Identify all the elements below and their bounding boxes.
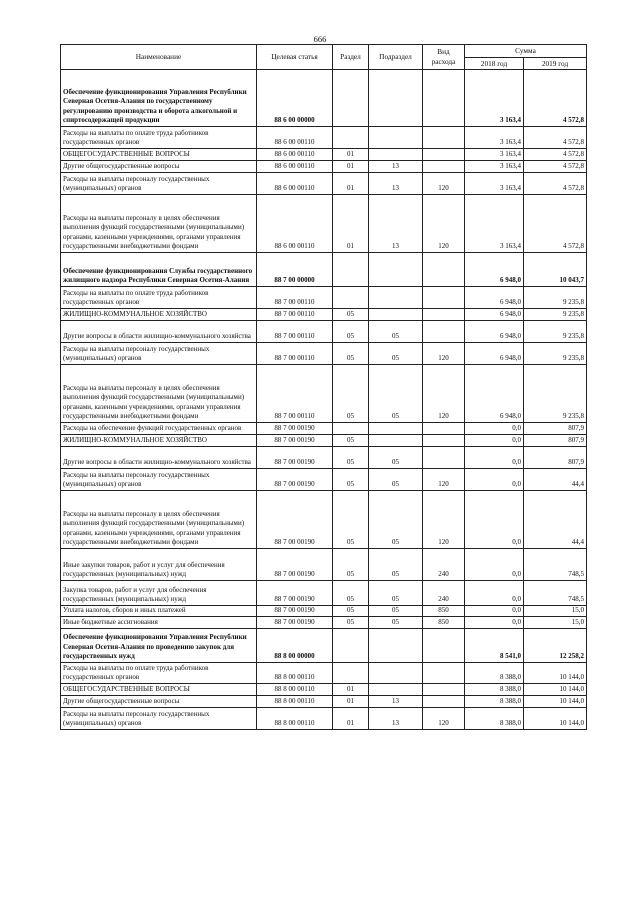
- row-subsection: 05: [369, 549, 423, 581]
- table-row: [61, 127, 587, 149]
- row-name: Расходы на выплаты персоналу в целях обеспечения выполнения функций государственными (муниципальными) органами, казенными учреждениями, органами управления государственными внебюджетными фондами: [61, 365, 257, 423]
- row-section: 05: [333, 343, 369, 365]
- row-sum-2019: 15,0: [524, 606, 587, 617]
- row-sum-2018: 8 388,0: [465, 696, 524, 708]
- row-target: 88 6 00 00110: [257, 173, 333, 195]
- row-sum-2018: 0,0: [465, 491, 524, 549]
- row-subsection: 05: [369, 491, 423, 549]
- row-kind: [423, 447, 465, 469]
- row-kind: [423, 696, 465, 708]
- row-name: Расходы на выплаты по оплате труда работников государственных органов: [61, 287, 257, 309]
- row-subsection: 13: [369, 173, 423, 195]
- row-sum-2018: 0,0: [465, 549, 524, 581]
- row-name: Расходы на выплаты персоналу государственных (муниципальных) органов: [61, 708, 257, 730]
- row-target: 88 7 00 00190: [257, 423, 333, 435]
- row-sum-2018: 3 163,4: [465, 195, 524, 253]
- row-subsection: 05: [369, 343, 423, 365]
- row-sum-2019: 12 258,2: [524, 629, 587, 663]
- row-kind: [423, 70, 465, 127]
- row-kind: [423, 309, 465, 321]
- page-number: 666: [313, 34, 327, 44]
- budget-table: [60, 44, 587, 730]
- row-sum-2019: 10 144,0: [524, 663, 587, 684]
- row-kind: [423, 149, 465, 161]
- row-kind: 120: [423, 708, 465, 730]
- row-name: Расходы на выплаты персоналу государственных (муниципальных) органов: [61, 343, 257, 365]
- row-sum-2018: 6 948,0: [465, 343, 524, 365]
- row-subsection: 05: [369, 321, 423, 343]
- row-sum-2019: 10 144,0: [524, 708, 587, 730]
- row-name: Обеспечение функционирования Службы государственного жилищного надзора Республики Северная Осетия-Алания: [61, 253, 257, 287]
- row-sum-2018: 0,0: [465, 606, 524, 617]
- row-name: ЖИЛИЩНО-КОММУНАЛЬНОЕ ХОЗЯЙСТВО: [61, 309, 257, 321]
- row-subsection: 05: [369, 581, 423, 606]
- row-sum-2018: 0,0: [465, 469, 524, 491]
- row-target: 88 7 00 00000: [257, 253, 333, 287]
- row-sum-2018: 8 541,0: [465, 629, 524, 663]
- row-name: Расходы на выплаты персоналу государственных (муниципальных) органов: [61, 173, 257, 195]
- table-row: [61, 663, 587, 684]
- row-subsection: [369, 663, 423, 684]
- row-sum-2018: 3 163,4: [465, 149, 524, 161]
- table-row: [61, 173, 587, 195]
- row-sum-2019: 4 572,8: [524, 161, 587, 173]
- row-subsection: 13: [369, 696, 423, 708]
- header-target: Целевая статья: [257, 45, 333, 70]
- row-kind: [423, 423, 465, 435]
- row-target: 88 7 00 00190: [257, 581, 333, 606]
- row-target: 88 7 00 00190: [257, 469, 333, 491]
- row-subsection: [369, 684, 423, 696]
- table-row: [61, 149, 587, 161]
- row-section: [333, 253, 369, 287]
- row-name: Другие общегосударственные вопросы: [61, 161, 257, 173]
- row-section: 01: [333, 684, 369, 696]
- row-kind: [423, 684, 465, 696]
- row-kind: 120: [423, 365, 465, 423]
- table-row: [61, 161, 587, 173]
- row-section: [333, 70, 369, 127]
- row-section: [333, 629, 369, 663]
- row-target: 88 7 00 00190: [257, 435, 333, 447]
- row-subsection: 05: [369, 617, 423, 629]
- row-sum-2019: 4 572,8: [524, 70, 587, 127]
- row-kind: 120: [423, 195, 465, 253]
- header-name: Наименование: [61, 45, 257, 70]
- row-target: 88 6 00 00000: [257, 70, 333, 127]
- row-target: 88 8 00 00110: [257, 708, 333, 730]
- table-row: [61, 287, 587, 309]
- table-row: [61, 343, 587, 365]
- row-section: [333, 663, 369, 684]
- row-subsection: [369, 423, 423, 435]
- row-subsection: [369, 287, 423, 309]
- row-target: 88 7 00 00190: [257, 549, 333, 581]
- header-kind: Вид расхода: [423, 45, 465, 70]
- row-target: 88 8 00 00110: [257, 663, 333, 684]
- row-target: 88 6 00 00110: [257, 195, 333, 253]
- row-sum-2019: 9 235,8: [524, 343, 587, 365]
- row-name: ОБЩЕГОСУДАРСТВЕННЫЕ ВОПРОСЫ: [61, 684, 257, 696]
- row-target: 88 6 00 00110: [257, 127, 333, 149]
- table-row: [61, 708, 587, 730]
- row-section: 05: [333, 365, 369, 423]
- row-sum-2019: 9 235,8: [524, 365, 587, 423]
- row-target: 88 7 00 00110: [257, 321, 333, 343]
- row-sum-2019: 807,9: [524, 423, 587, 435]
- table-row: [61, 606, 587, 617]
- header-year-2019: 2019 год: [524, 58, 587, 70]
- row-sum-2019: 10 043,7: [524, 253, 587, 287]
- table-row: [61, 195, 587, 253]
- row-section: 05: [333, 491, 369, 549]
- row-kind: [423, 287, 465, 309]
- table-row: [61, 617, 587, 629]
- header-year-2018: 2018 год: [465, 58, 524, 70]
- row-name: Обеспечение функционирования Управления Республики Северная Осетия-Алания по государственному регулированию производства и оборота алкогольной и спиртосодержащей продукции: [61, 70, 257, 127]
- row-sum-2019: 4 572,8: [524, 127, 587, 149]
- row-name: Расходы на выплаты персоналу в целях обеспечения выполнения функций государственными (муниципальными) органами, казенными учреждениями, органами управления государственными внебюджетными фондами: [61, 195, 257, 253]
- row-name: Другие вопросы в области жилищно-коммунального хозяйства: [61, 447, 257, 469]
- row-sum-2018: 0,0: [465, 447, 524, 469]
- row-sum-2019: 10 144,0: [524, 696, 587, 708]
- row-sum-2018: 3 163,4: [465, 161, 524, 173]
- row-name: Обеспечение функционирования Управления Республики Северная Осетия-Алания по проведению закупок для государственных нужд: [61, 629, 257, 663]
- table-row: [61, 309, 587, 321]
- row-kind: [423, 321, 465, 343]
- row-subsection: 13: [369, 708, 423, 730]
- row-name: Другие общегосударственные вопросы: [61, 696, 257, 708]
- row-section: 05: [333, 309, 369, 321]
- row-sum-2018: 0,0: [465, 617, 524, 629]
- row-kind: 240: [423, 581, 465, 606]
- row-sum-2019: 748,5: [524, 581, 587, 606]
- row-sum-2019: 4 572,8: [524, 173, 587, 195]
- row-name: Иные закупки товаров, работ и услуг для обеспечения государственных (муниципальных) нужд: [61, 549, 257, 581]
- row-name: Закупка товаров, работ и услуг для обеспечения государственных (муниципальных) нужд: [61, 581, 257, 606]
- table-row: [61, 70, 587, 127]
- table-row: [61, 423, 587, 435]
- row-sum-2019: 44,4: [524, 469, 587, 491]
- row-section: [333, 127, 369, 149]
- header-row: [61, 45, 587, 58]
- table-row: [61, 629, 587, 663]
- row-target: 88 7 00 00190: [257, 606, 333, 617]
- row-name: Расходы на обеспечение функций государственных органов: [61, 423, 257, 435]
- table-row: [61, 549, 587, 581]
- row-kind: 120: [423, 343, 465, 365]
- row-sum-2019: 15,0: [524, 617, 587, 629]
- row-kind: [423, 435, 465, 447]
- row-sum-2018: 6 948,0: [465, 309, 524, 321]
- row-subsection: [369, 149, 423, 161]
- row-target: 88 8 00 00110: [257, 684, 333, 696]
- row-sum-2018: 0,0: [465, 581, 524, 606]
- row-sum-2018: 6 948,0: [465, 253, 524, 287]
- row-subsection: 05: [369, 365, 423, 423]
- row-target: 88 7 00 00190: [257, 491, 333, 549]
- table-row: [61, 253, 587, 287]
- row-section: 05: [333, 321, 369, 343]
- table-row: [61, 491, 587, 549]
- row-name: Расходы на выплаты по оплате труда работников государственных органов: [61, 663, 257, 684]
- row-target: 88 7 00 00110: [257, 309, 333, 321]
- row-sum-2018: 6 948,0: [465, 365, 524, 423]
- row-section: 01: [333, 149, 369, 161]
- row-target: 88 7 00 00110: [257, 287, 333, 309]
- row-target: 88 7 00 00110: [257, 343, 333, 365]
- row-sum-2019: 44,4: [524, 491, 587, 549]
- row-name: ОБЩЕГОСУДАРСТВЕННЫЕ ВОПРОСЫ: [61, 149, 257, 161]
- row-sum-2018: 6 948,0: [465, 321, 524, 343]
- table-row: [61, 435, 587, 447]
- row-name: ЖИЛИЩНО-КОММУНАЛЬНОЕ ХОЗЯЙСТВО: [61, 435, 257, 447]
- row-sum-2018: 8 388,0: [465, 684, 524, 696]
- row-section: 05: [333, 549, 369, 581]
- table-row: [61, 696, 587, 708]
- row-subsection: [369, 629, 423, 663]
- row-kind: 120: [423, 173, 465, 195]
- row-subsection: 13: [369, 195, 423, 253]
- row-kind: 850: [423, 617, 465, 629]
- row-sum-2019: 748,5: [524, 549, 587, 581]
- row-kind: [423, 663, 465, 684]
- row-section: 01: [333, 195, 369, 253]
- row-subsection: [369, 435, 423, 447]
- row-kind: 120: [423, 491, 465, 549]
- row-target: 88 7 00 00190: [257, 617, 333, 629]
- row-kind: [423, 253, 465, 287]
- table-row: [61, 447, 587, 469]
- row-sum-2018: 0,0: [465, 435, 524, 447]
- row-section: 05: [333, 617, 369, 629]
- row-sum-2018: 3 163,4: [465, 173, 524, 195]
- row-subsection: 05: [369, 606, 423, 617]
- row-subsection: [369, 127, 423, 149]
- row-target: 88 8 00 00110: [257, 696, 333, 708]
- row-target: 88 7 00 00110: [257, 365, 333, 423]
- row-kind: 240: [423, 549, 465, 581]
- row-kind: 120: [423, 469, 465, 491]
- row-sum-2019: 9 235,8: [524, 309, 587, 321]
- row-sum-2018: 6 948,0: [465, 287, 524, 309]
- row-section: 01: [333, 173, 369, 195]
- row-sum-2018: 3 163,4: [465, 127, 524, 149]
- row-section: [333, 423, 369, 435]
- row-name: Расходы на выплаты персоналу в целях обеспечения выполнения функций государственными (муниципальными) органами, казенными учреждениями, органами управления государственными внебюджетными фондами: [61, 491, 257, 549]
- row-subsection: [369, 70, 423, 127]
- row-section: [333, 287, 369, 309]
- row-target: 88 7 00 00190: [257, 447, 333, 469]
- row-name: Иные бюджетные ассигнования: [61, 617, 257, 629]
- row-name: Расходы на выплаты персоналу государственных (муниципальных) органов: [61, 469, 257, 491]
- row-sum-2019: 4 572,8: [524, 149, 587, 161]
- row-subsection: 05: [369, 469, 423, 491]
- row-sum-2018: 3 163,4: [465, 70, 524, 127]
- table-row: [61, 365, 587, 423]
- row-sum-2018: 8 388,0: [465, 708, 524, 730]
- row-target: 88 6 00 00110: [257, 149, 333, 161]
- row-section: 01: [333, 161, 369, 173]
- table-row: [61, 684, 587, 696]
- row-sum-2019: 807,9: [524, 447, 587, 469]
- row-target: 88 6 00 00110: [257, 161, 333, 173]
- row-subsection: 13: [369, 161, 423, 173]
- row-section: 05: [333, 447, 369, 469]
- row-section: 01: [333, 708, 369, 730]
- row-kind: [423, 629, 465, 663]
- row-sum-2019: 10 144,0: [524, 684, 587, 696]
- row-sum-2019: 9 235,8: [524, 287, 587, 309]
- row-sum-2018: 8 388,0: [465, 663, 524, 684]
- header-section: Раздел: [333, 45, 369, 70]
- row-section: 05: [333, 606, 369, 617]
- row-section: 01: [333, 696, 369, 708]
- row-sum-2019: 807,9: [524, 435, 587, 447]
- header-sum: Сумма: [465, 45, 587, 58]
- row-kind: [423, 161, 465, 173]
- header-subsection: Подраздел: [369, 45, 423, 70]
- table-row: [61, 469, 587, 491]
- row-name: Другие вопросы в области жилищно-коммунального хозяйства: [61, 321, 257, 343]
- row-section: 05: [333, 581, 369, 606]
- row-subsection: [369, 253, 423, 287]
- row-name: Уплата налогов, сборов и иных платежей: [61, 606, 257, 617]
- row-kind: [423, 127, 465, 149]
- table-body: [61, 70, 587, 730]
- row-sum-2019: 9 235,8: [524, 321, 587, 343]
- row-subsection: [369, 309, 423, 321]
- row-kind: 850: [423, 606, 465, 617]
- row-section: 05: [333, 469, 369, 491]
- row-subsection: 05: [369, 447, 423, 469]
- table-row: [61, 581, 587, 606]
- row-target: 88 8 00 00000: [257, 629, 333, 663]
- row-section: 05: [333, 435, 369, 447]
- table-row: [61, 321, 587, 343]
- row-sum-2019: 4 572,8: [524, 195, 587, 253]
- row-name: Расходы на выплаты по оплате труда работников государственных органов: [61, 127, 257, 149]
- row-sum-2018: 0,0: [465, 423, 524, 435]
